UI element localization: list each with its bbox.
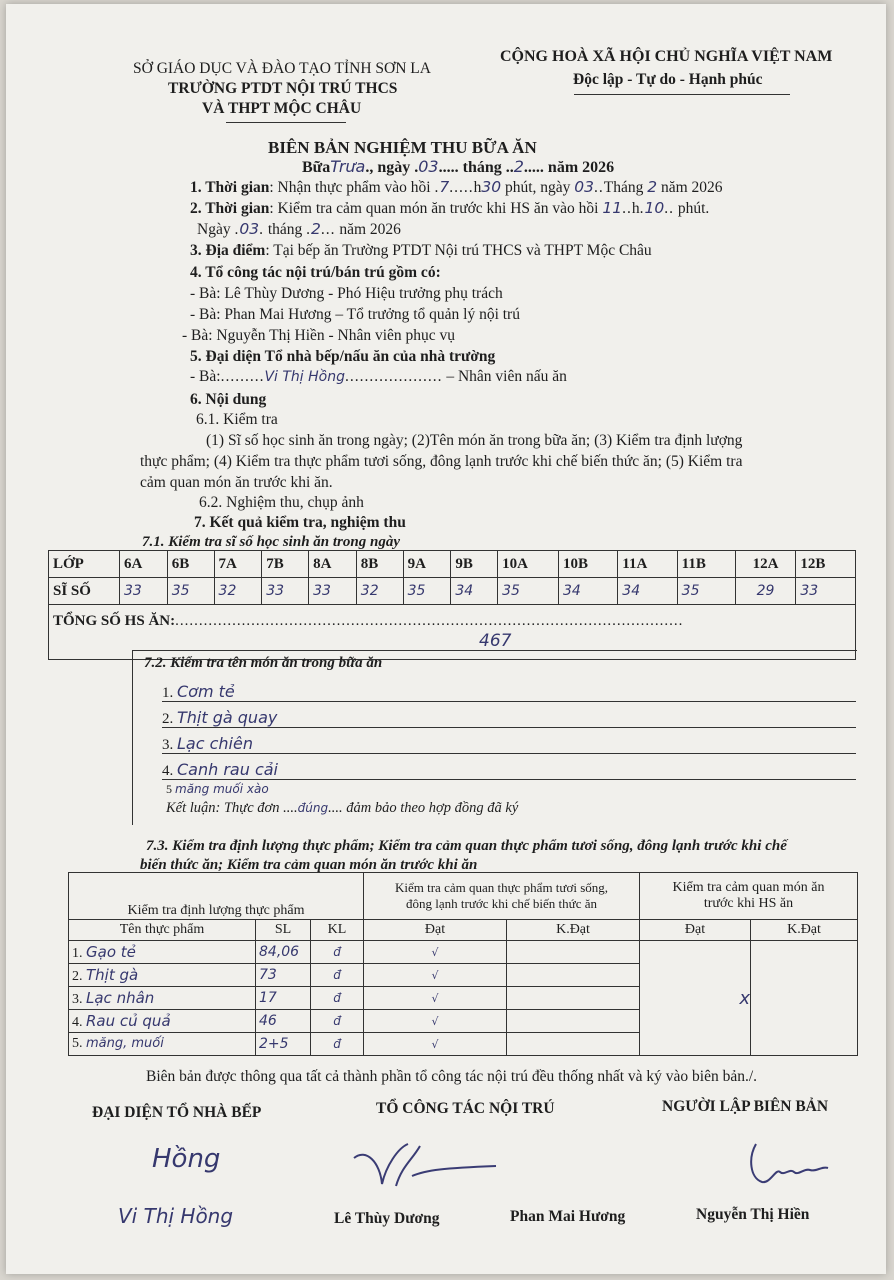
meal-header: Kiểm tra cảm quan món ăn trước khi HS ăn (640, 873, 858, 920)
kitchen-sign-title: ĐẠI DIỆN TỔ NHÀ BẾP (92, 1104, 262, 1121)
food-num: 3. (72, 991, 83, 1007)
dish-item (162, 734, 253, 754)
dish-name: Cơm tẻ (177, 682, 235, 701)
food-name: Thịt gà (86, 965, 139, 984)
maker-name: Nguyễn Thị Hiền (696, 1206, 810, 1223)
sec1-t: Tháng (603, 179, 644, 196)
food-kdat (507, 987, 640, 1010)
count-cell: 32 (356, 578, 403, 605)
food-name-cell (69, 987, 256, 1010)
section-2: 2. Thời gian: Kiểm tra cảm quan món ăn trước khi HS ăn vào hồi 11..h.10.. phút. (190, 199, 710, 217)
sec6-sub2: 6.2. Nghiệm thu, chụp ảnh (199, 494, 364, 511)
dish-name: Lạc chiên (177, 734, 253, 753)
food-num: 5. (72, 1036, 83, 1051)
total-cell: TỔNG SỐ HS ĂN:........................................................................................................... 467 (49, 605, 856, 660)
school-name-1: TRƯỜNG PTDT NỘI TRÚ THCS (168, 80, 398, 97)
qty-header: Kiểm tra định lượng thực phẩm (69, 873, 364, 920)
section-3 (190, 242, 652, 260)
food-kl: đ (311, 1010, 364, 1033)
count-cell: 35 (167, 578, 214, 605)
sec5-label: 5. Đại diện Tổ nhà bếp/nấu ăn của nhà trường (190, 348, 496, 365)
sec2-year: năm 2026 (339, 221, 401, 238)
dish-item (162, 760, 278, 780)
sec73-line1: 7.3. Kiểm tra định lượng thực phẩm; Kiểm tra cảm quan thực phẩm tươi sống, đông lạnh trước khi chế (146, 838, 787, 854)
sec5-suffix: – Nhân viên nấu ăn (446, 368, 567, 385)
sec2-min: 10 (644, 199, 665, 217)
food-kdat (507, 964, 640, 987)
class-cell: 12A (735, 551, 796, 578)
kitchen-signature: Hồng (152, 1144, 221, 1174)
dish-item (162, 708, 277, 728)
sec6-p2: thực phẩm; (4) Kiểm tra thực phẩm tươi sống, đông lạnh trước khi chế biến thức ăn; (5) Kiểm tra (140, 453, 743, 470)
document-title: BIÊN BẢN NGHIỆM THU BỮA ĂN (268, 138, 537, 157)
col-kl: KL (311, 920, 364, 941)
nation-motto: Độc lập - Tự do - Hạnh phúc (573, 71, 763, 88)
board-signature (346, 1136, 506, 1206)
count-cell: 32 (214, 578, 262, 605)
sec7-label: 7. Kết quả kiểm tra, nghiệm thu (194, 514, 406, 531)
col-fresh-dat: Đạt (364, 920, 507, 941)
food-sl: 2+5 (256, 1033, 311, 1056)
food-num: 1. (72, 945, 83, 961)
dish-num: 2. (162, 711, 174, 727)
sec2-text: : Kiểm tra cảm quan món ăn trước khi HS ăn vào hồi (269, 200, 599, 217)
conclusion-value: đúng (297, 801, 329, 815)
count-cell: 35 (403, 578, 451, 605)
class-cell: 11B (677, 551, 735, 578)
food-dat: √ (364, 1033, 507, 1056)
count-cell: 29 (735, 578, 796, 605)
food-sl: 46 (256, 1010, 311, 1033)
dish-num: 5 (166, 782, 172, 796)
count-cell: 34 (451, 578, 498, 605)
dish-name: măng muối xào (175, 782, 269, 796)
kitchen-name: Vi Thị Hồng (118, 1204, 234, 1228)
sec73-line2: biến thức ăn; Kiểm tra cảm quan món ăn trước khi ăn (140, 857, 478, 873)
class-cell: 6A (120, 551, 168, 578)
sec1-label: 1. Thời gian (190, 179, 270, 196)
food-name: Lạc nhân (86, 988, 155, 1007)
header-right-underline (574, 94, 790, 95)
board-name-2: Phan Mai Hương (510, 1208, 626, 1225)
col-sl: SL (256, 920, 311, 941)
table-row (69, 941, 858, 964)
sec2-m: phút. (677, 200, 710, 217)
school-name-2: VÀ THPT MỘC CHÂU (202, 100, 362, 117)
sec6-p1: (1) Sĩ số học sinh ăn trong ngày; (2)Tên món ăn trong bữa ăn; (3) Kiểm tra định lượng (206, 432, 743, 449)
food-kl: đ (311, 941, 364, 964)
food-dat: √ (364, 964, 507, 987)
sec2-hour: 11 (602, 199, 623, 217)
sec3-label: 3. Địa điểm (190, 242, 266, 259)
col-fresh-kdat: K.Đạt (507, 920, 640, 941)
section-1: 1. Thời gian: Nhận thực phẩm vào hồi .7.....h30 phút, ngày 03..Tháng 2 năm 2026 (190, 178, 723, 196)
sec3-text: : Tại bếp ăn Trường PTDT Nội trú THCS và THPT Mộc Châu (265, 242, 652, 259)
dish-line (162, 779, 856, 780)
food-dat: √ (364, 941, 507, 964)
board-sign-title: TỔ CÔNG TÁC NỘI TRÚ (376, 1100, 555, 1117)
closing-statement: Biên bản được thông qua tất cả thành phần tổ công tác nội trú đều thống nhất và ký vào biên bản./. (146, 1068, 758, 1085)
food-kdat (507, 941, 640, 964)
dish-num: 3. (162, 737, 174, 753)
dish-item (162, 682, 235, 702)
sec1-h: h (473, 179, 482, 196)
sec72-label: 7.2. Kiểm tra tên món ăn trong bữa ăn (144, 655, 383, 671)
class-cell: 6B (167, 551, 214, 578)
sec2-label: 2. Thời gian (190, 200, 270, 217)
meal-mark: x (739, 987, 750, 1009)
month-label: ..... tháng .. (438, 159, 514, 176)
class-header: LỚP (49, 551, 120, 578)
member-1: - Bà: Lê Thùy Dương - Phó Hiệu trưởng phụ trách (190, 285, 503, 302)
dish-line (162, 753, 856, 754)
class-count-table (48, 550, 856, 660)
class-cell: 7A (214, 551, 262, 578)
member-3: - Bà: Nguyễn Thị Hiền - Nhân viên phục vụ (182, 327, 456, 344)
sec6-p3: cảm quan món ăn trước khi ăn. (140, 474, 333, 491)
food-name-cell (69, 1010, 256, 1033)
sec1-month: 2 (647, 178, 658, 196)
food-kdat (507, 1010, 640, 1033)
food-dat: √ (364, 987, 507, 1010)
food-name: măng, muối (86, 1036, 164, 1051)
section-2-date: Ngày .03. tháng .2... năm 2026 (197, 220, 401, 238)
month-value: 2 (513, 157, 524, 176)
sec5-name: Vi Thị Hồng (264, 369, 345, 385)
food-name-cell (69, 1033, 256, 1056)
meal-line (302, 157, 614, 177)
meal-value: Trưa (330, 157, 366, 176)
food-name: Gạo tẻ (86, 942, 136, 961)
member-2: - Bà: Phan Mai Hương – Tổ trưởng tổ quản lý nội trú (190, 306, 520, 323)
dish-line (162, 701, 856, 702)
food-kdat (507, 1033, 640, 1056)
conclusion-suffix: .... đảm bảo theo hợp đồng đã ký (328, 800, 519, 816)
count-cell: 33 (309, 578, 357, 605)
total-label: TỔNG SỐ HS ĂN: (53, 613, 176, 629)
class-cell: 10A (498, 551, 559, 578)
class-cell: 7B (262, 551, 309, 578)
class-cell: 10B (558, 551, 617, 578)
class-cell: 8A (309, 551, 357, 578)
class-row (49, 551, 856, 578)
class-cell: 12B (796, 551, 856, 578)
count-cell: 34 (618, 578, 677, 605)
dish-item (166, 782, 269, 797)
meal-prefix: Bữa (302, 159, 331, 176)
meal-dat-cell (640, 941, 751, 1056)
count-cell: 33 (262, 578, 309, 605)
header-left-underline (226, 122, 346, 123)
dish-name: Thịt gà quay (177, 708, 278, 727)
sec2-h: h (631, 200, 640, 217)
count-cell: 35 (498, 578, 559, 605)
food-name: Rau củ quả (86, 1011, 171, 1030)
sec6-label: 6. Nội dung (190, 391, 267, 408)
food-sl: 73 (256, 964, 311, 987)
maker-sign-title: NGƯỜI LẬP BIÊN BẢN (662, 1098, 829, 1115)
dish-num: 4. (162, 763, 174, 779)
food-dat: √ (364, 1010, 507, 1033)
sec4-label: 4. Tổ công tác nội trú/bán trú gồm có: (190, 264, 441, 281)
table3-sub-header-row (69, 920, 858, 941)
count-cell: 33 (120, 578, 168, 605)
meal-kdat-cell (751, 941, 858, 1056)
food-sl: 17 (256, 987, 311, 1010)
count-header: SĨ SỐ (49, 578, 120, 605)
sec1-text: : Nhận thực phẩm vào hồi (269, 179, 431, 196)
sec2-month-label: tháng (267, 221, 303, 238)
food-num: 4. (72, 1014, 83, 1030)
dish-num: 1. (162, 685, 174, 701)
kitchen-rep: - Bà:.........Vi Thị Hồng.................... – Nhân viên nấu ăn (190, 368, 567, 385)
dept-name: SỞ GIÁO DỤC VÀ ĐÀO TẠO TỈNH SƠN LA (133, 60, 431, 77)
dish-line (162, 727, 856, 728)
col-meal-dat: Đạt (640, 920, 751, 941)
sec1-hour: 7 (439, 178, 450, 196)
class-cell: 8B (356, 551, 403, 578)
board-name-1: Lê Thùy Dương (334, 1210, 440, 1227)
conclusion-prefix: Kết luận: Thực đơn .... (166, 800, 298, 816)
sec1-m: phút, ngày (504, 179, 571, 196)
fresh-header: Kiểm tra cảm quan thực phẩm tươi sống, đông lạnh trước khi chế biến thức ăn (364, 873, 640, 920)
col-name: Tên thực phẩm (69, 920, 256, 941)
food-kl: đ (311, 1033, 364, 1056)
sec2-day: 03 (239, 220, 260, 238)
sec6-sub1: 6.1. Kiểm tra (196, 411, 278, 428)
food-kl: đ (311, 987, 364, 1010)
sec1-min: 30 (481, 178, 502, 196)
total-value: 467 (479, 631, 512, 651)
sec2-month: 2 (311, 220, 321, 238)
count-cell: 34 (558, 578, 617, 605)
class-cell: 9A (403, 551, 451, 578)
nation-title: CỘNG HOÀ XÃ HỘI CHỦ NGHĨA VIỆT NAM (500, 48, 833, 65)
food-sl: 84,06 (256, 941, 311, 964)
food-name-cell (69, 941, 256, 964)
sec2-day-label: Ngày (197, 221, 231, 238)
table3-header-row (69, 873, 858, 920)
day-label: ., ngày . (365, 159, 419, 176)
conclusion (166, 800, 518, 817)
maker-signature (736, 1138, 832, 1194)
col-meal-kdat: K.Đạt (751, 920, 858, 941)
food-num: 2. (72, 968, 83, 984)
food-kl: đ (311, 964, 364, 987)
count-row (49, 578, 856, 605)
sec1-year: năm 2026 (660, 179, 723, 196)
food-check-table (68, 872, 858, 1056)
year-label: ..... năm 2026 (523, 159, 615, 176)
sec5-prefix: - Bà: (190, 368, 221, 385)
class-cell: 9B (451, 551, 498, 578)
class-cell: 11A (618, 551, 677, 578)
sec71-label: 7.1. Kiểm tra sĩ số học sinh ăn trong ngày (142, 534, 400, 550)
count-cell: 35 (677, 578, 735, 605)
food-name-cell (69, 964, 256, 987)
sec1-day: 03 (574, 178, 594, 196)
document-page (6, 4, 886, 1274)
day-value: 03 (418, 157, 439, 176)
dish-name: Canh rau cải (177, 760, 278, 779)
count-cell: 33 (796, 578, 856, 605)
